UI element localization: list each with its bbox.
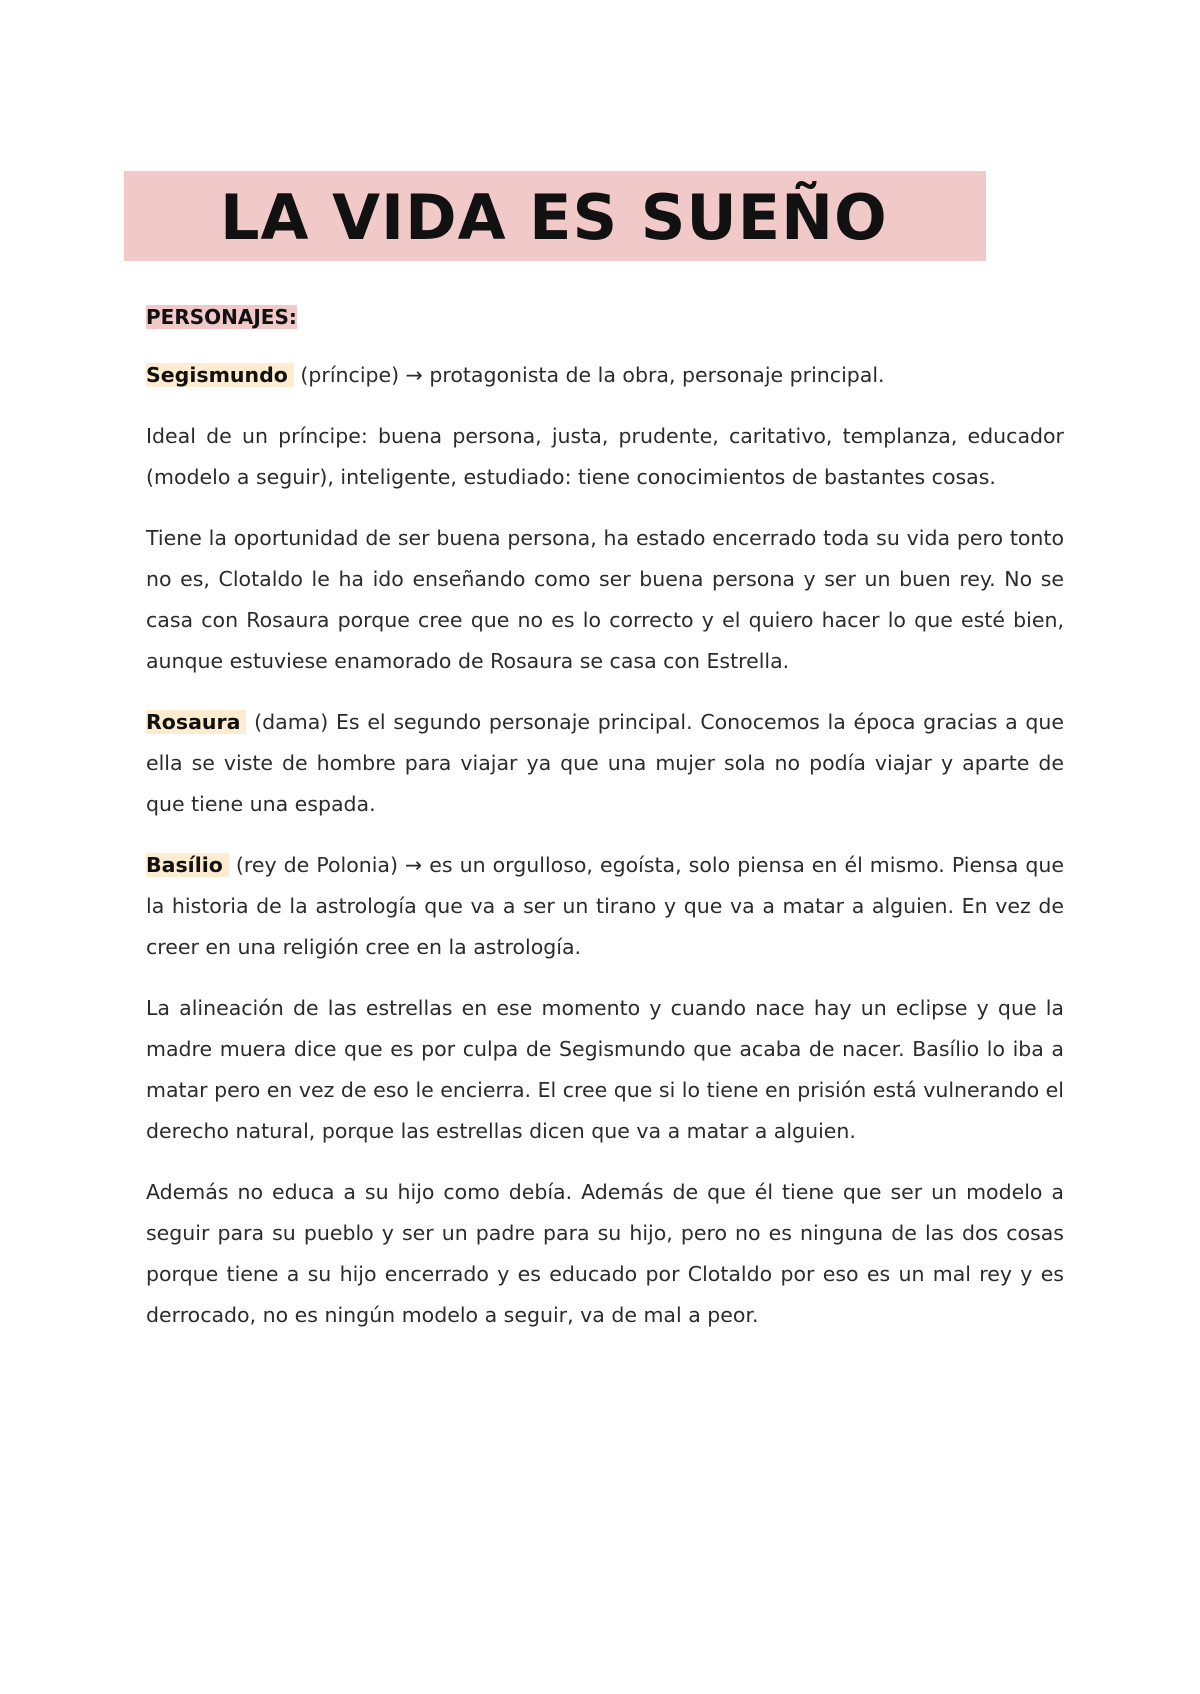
title-banner bbox=[124, 171, 986, 261]
document-title: LA VIDA ES SUEÑO bbox=[220, 181, 888, 254]
character-paragraph-segismundo bbox=[146, 355, 1064, 396]
character-description: (príncipe) → protagonista de la obra, personaje principal. bbox=[300, 363, 885, 387]
body-paragraph: La alineación de las estrellas en ese momento y cuando nace hay un eclipse y que la madre muera dice que es por culpa de Segismundo que acaba de nacer. Basílio lo iba a matar pero en vez de eso le encierra. El cree que si lo tiene en prisión está vulnerando el derecho natural, porque las estrellas dicen que va a matar a alguien. bbox=[146, 996, 1064, 1143]
character-name: Basílio bbox=[146, 853, 229, 877]
section-heading-label: PERSONAJES: bbox=[146, 305, 297, 329]
character-paragraph-basilio bbox=[146, 845, 1064, 968]
body-paragraph: Ideal de un príncipe: buena persona, justa, prudente, caritativo, templanza, educador (modelo a seguir), inteligente, estudiado: tiene conocimientos de bastantes cosas. bbox=[146, 424, 1064, 489]
character-name: Segismundo bbox=[146, 363, 294, 387]
character-description: (rey de Polonia) → es un orgulloso, egoísta, solo piensa en él mismo. Piensa que la historia de la astrología que va a ser un tirano y que va a matar a alguien. En vez de creer en una religión cree en la astrología. bbox=[146, 853, 1064, 959]
body-paragraph: Tiene la oportunidad de ser buena persona, ha estado encerrado toda su vida pero tonto no es, Clotaldo le ha ido enseñando como ser buena persona y ser un buen rey. No se casa con Rosaura porque cree que no es lo correcto y el quiero hacer lo que esté bien, aunque estuviese enamorado de Rosaura se casa con Estrella. bbox=[146, 526, 1064, 673]
section-heading-personajes bbox=[146, 297, 1064, 337]
document-body bbox=[146, 297, 1064, 1356]
body-paragraph: Además no educa a su hijo como debía. Además de que él tiene que ser un modelo a seguir para su pueblo y ser un padre para su hijo, pero no es ninguna de las dos cosas porque tiene a su hijo encerrado y es educado por Clotaldo por eso es un mal rey y es derrocado, no es ningún modelo a seguir, va de mal a peor. bbox=[146, 1180, 1064, 1327]
character-paragraph-rosaura bbox=[146, 702, 1064, 825]
character-description: (dama) Es el segundo personaje principal. Conocemos la época gracias a que ella se viste de hombre para viajar ya que una mujer sola no podía viajar y aparte de que tiene una espada. bbox=[146, 710, 1064, 816]
character-name: Rosaura bbox=[146, 710, 246, 734]
